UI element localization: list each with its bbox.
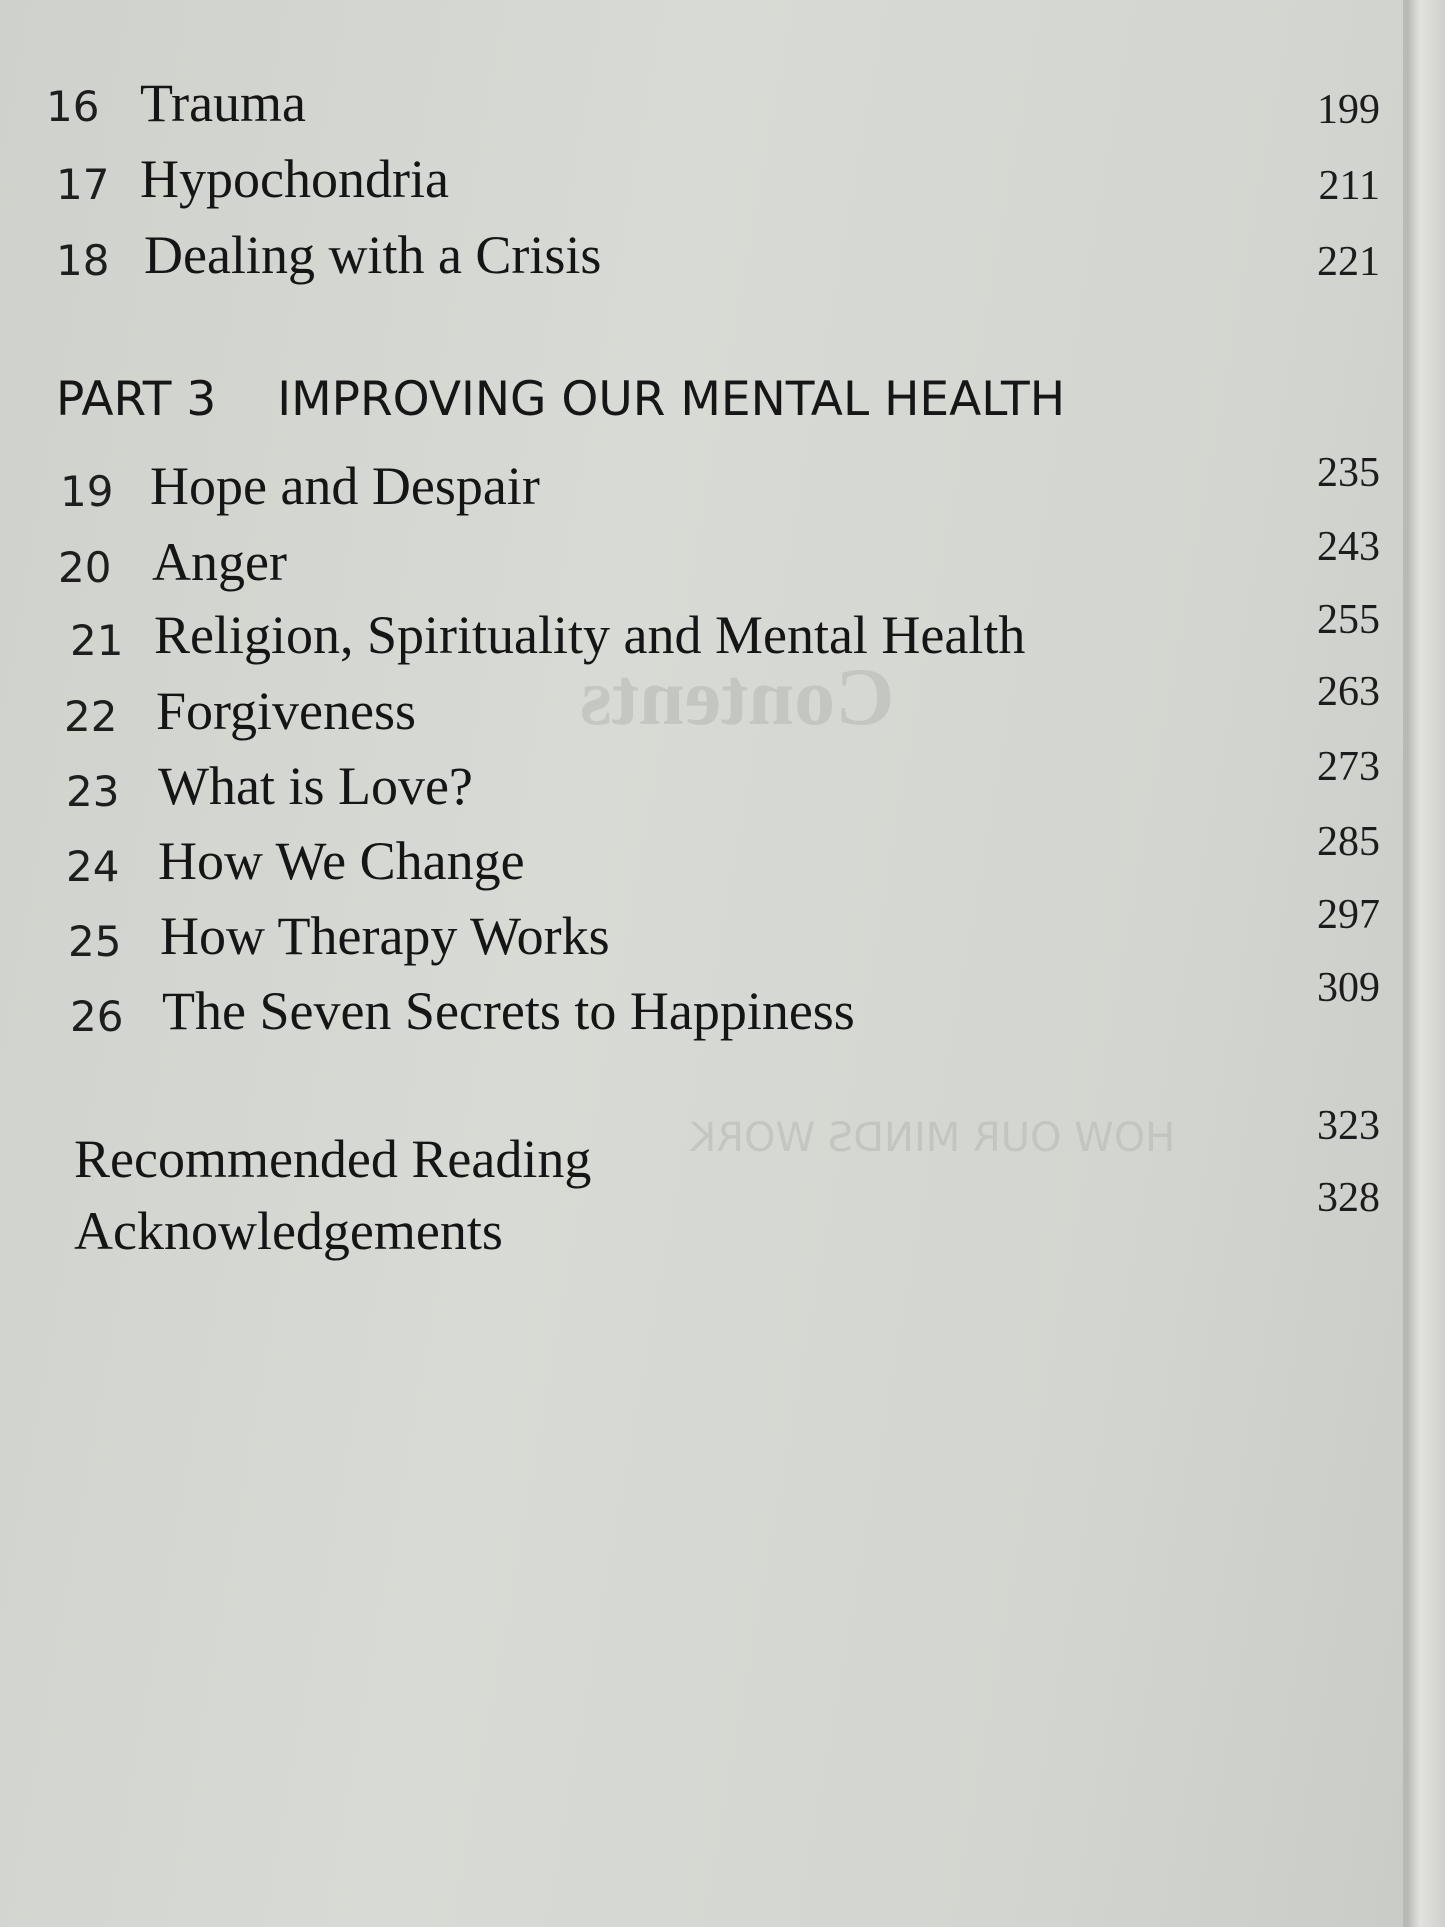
toc-entry-number: 21 [70, 616, 124, 665]
toc-entry-title: How We Change [158, 831, 525, 891]
toc-entry [0, 224, 1380, 294]
part-heading [56, 372, 1065, 427]
toc-entry-title: Religion, Spirituality and Mental Health [154, 605, 1026, 665]
toc-entry-title: Forgiveness [156, 681, 417, 741]
toc-entry-page: 211 [1318, 163, 1380, 209]
toc-entry [0, 72, 1380, 142]
page-edge [1407, 0, 1445, 1927]
toc-entry-page: 273 [1317, 744, 1380, 790]
toc-entry-title: The Seven Secrets to Happiness [162, 981, 855, 1041]
toc-entry-number: 18 [56, 236, 110, 285]
toc-entry [0, 744, 1380, 825]
toc-entry-title: What is Love? [158, 756, 473, 816]
toc-entry-page: 309 [1317, 965, 1380, 1011]
toc-entry [0, 819, 1380, 900]
show-through-part-line: HOW OUR MINDS WORK [690, 1115, 1176, 1161]
toc-entry-title: How Therapy Works [160, 906, 610, 966]
toc-entry [0, 1175, 1380, 1270]
toc-entry-number: 24 [66, 842, 120, 891]
part-label: PART 3 [56, 372, 217, 427]
toc-entry-title: Hypochondria [140, 149, 449, 209]
toc-entry [0, 892, 1380, 975]
toc-entry-page: 328 [1317, 1175, 1380, 1221]
toc-entry-number: 22 [64, 692, 118, 741]
toc-entry-title: Trauma [140, 73, 307, 133]
toc-entry-page: 297 [1317, 892, 1380, 938]
toc-entry-title: Hope and Despair [150, 456, 540, 516]
toc-entry-title: Recommended Reading [74, 1129, 592, 1189]
toc-entry-title: Anger [152, 532, 287, 592]
toc-entry [0, 965, 1380, 1050]
toc-entry [0, 450, 1380, 525]
toc-entry [0, 669, 1380, 750]
toc-entry-page: 235 [1317, 450, 1380, 496]
toc-entry [0, 1103, 1380, 1198]
toc-entry-number: 25 [68, 917, 122, 966]
toc-entry-number: 20 [58, 543, 112, 592]
toc-entry-page: 199 [1317, 87, 1380, 133]
toc-entry-number: 16 [46, 82, 100, 131]
toc-entry-page: 285 [1317, 819, 1380, 865]
toc-entry-page: 243 [1317, 524, 1380, 570]
toc-entry-page: 323 [1317, 1103, 1380, 1149]
toc-entry-number: 19 [60, 467, 114, 516]
toc-entry-number: 26 [70, 992, 124, 1041]
toc-entry [0, 148, 1380, 218]
toc-entry-page: 255 [1317, 597, 1380, 643]
toc-entry [0, 597, 1380, 674]
toc-entry-page: 263 [1317, 669, 1380, 715]
toc-entry-page: 221 [1317, 239, 1380, 285]
toc-entry-number: 17 [56, 160, 110, 209]
show-through-heading: Contents [580, 651, 895, 742]
toc-entry-title: Dealing with a Crisis [144, 225, 602, 285]
toc-entry-title: Acknowledgements [74, 1201, 503, 1261]
toc-entry [0, 524, 1380, 601]
part-title: IMPROVING OUR MENTAL HEALTH [277, 372, 1066, 427]
toc-entry-number: 23 [66, 767, 120, 816]
